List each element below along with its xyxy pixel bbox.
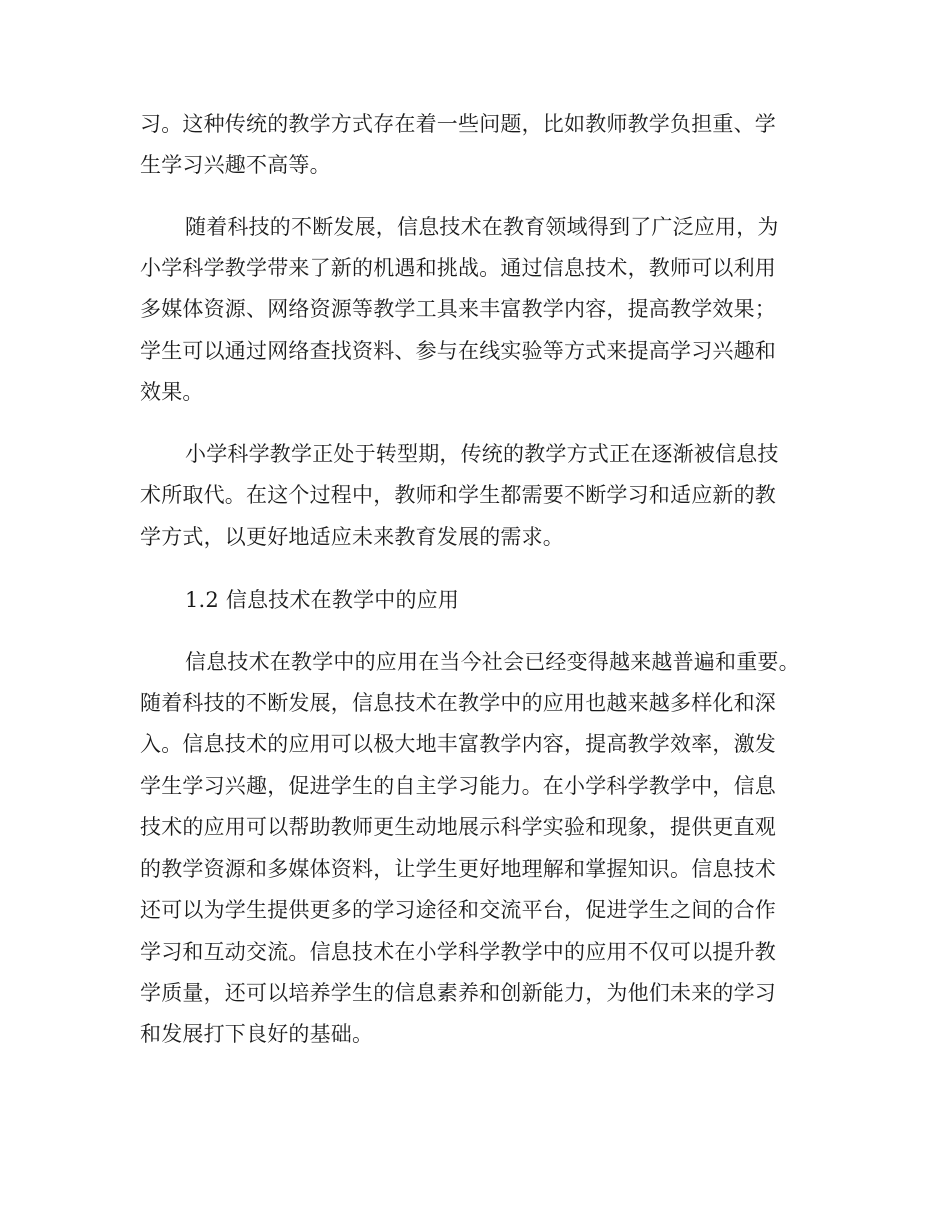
text-line: 学生可以通过网络查找资料、参与在线实验等方式来提高学习兴趣和 <box>140 339 776 363</box>
text-line: 术所取代。在这个过程中，教师和学生都需要不断学习和适应新的教 <box>140 483 776 507</box>
text-line: 效果。 <box>140 380 204 404</box>
text-line: 信息技术在教学中的应用在当今社会已经变得越来越普遍和重要。 <box>185 650 800 674</box>
text-line: 学质量，还可以培养学生的信息素养和创新能力，为他们未来的学习 <box>140 981 776 1005</box>
text-line: 小学科学教学正处于转型期，传统的教学方式正在逐渐被信息技 <box>185 442 779 466</box>
text-line: 随着科技的不断发展，信息技术在教学中的应用也越来越多样化和深 <box>140 691 776 715</box>
section-heading: 1.2 信息技术在教学中的应用 <box>185 588 460 612</box>
text-line: 入。信息技术的应用可以极大地丰富教学内容，提高教学效率，激发 <box>140 732 776 756</box>
text-line: 学生学习兴趣，促进学生的自主学习能力。在小学科学教学中，信息 <box>140 774 776 798</box>
text-line: 习。这种传统的教学方式存在着一些问题，比如教师教学负担重、学 <box>140 112 776 136</box>
text-line: 的教学资源和多媒体资料，让学生更好地理解和掌握知识。信息技术 <box>140 857 776 881</box>
text-line: 生学习兴趣不高等。 <box>140 153 331 177</box>
text-line: 和发展打下良好的基础。 <box>140 1022 374 1046</box>
text-line: 小学科学教学带来了新的机遇和挑战。通过信息技术，教师可以利用 <box>140 256 776 280</box>
text-line: 多媒体资源、网络资源等教学工具来丰富教学内容，提高教学效果； <box>140 297 776 321</box>
text-line: 技术的应用可以帮助教师更生动地展示科学实验和现象，提供更直观 <box>140 815 776 839</box>
text-line: 学方式，以更好地适应未来教育发展的需求。 <box>140 525 564 549</box>
text-line: 随着科技的不断发展，信息技术在教育领域得到了广泛应用，为 <box>185 215 779 239</box>
text-line: 学习和互动交流。信息技术在小学科学教学中的应用不仅可以提升教 <box>140 940 776 964</box>
text-line: 还可以为学生提供更多的学习途径和交流平台，促进学生之间的合作 <box>140 898 776 922</box>
